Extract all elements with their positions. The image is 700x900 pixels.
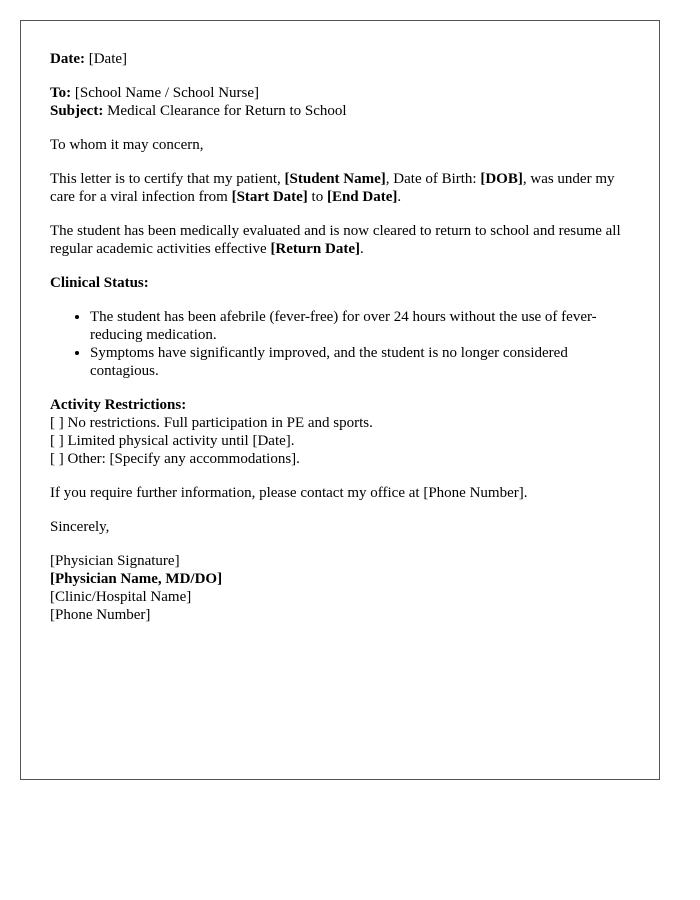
clinical-status-heading: Clinical Status: (50, 275, 149, 291)
letter-content (50, 50, 640, 624)
dob-placeholder: [DOB] (480, 171, 523, 187)
student-name-placeholder: [Student Name] (284, 171, 386, 187)
text-fragment: This letter is to certify that my patient, (50, 171, 285, 187)
physician-signature: [Physician Signature] (50, 553, 180, 569)
clinical-status-list (50, 308, 640, 380)
physician-name-text: [Physician Name, MD/DO] (50, 571, 223, 587)
clearance-paragraph (50, 222, 640, 258)
list-item: • Symptoms have significantly improved, and the student is no longer considered contagious. (90, 344, 640, 380)
text-fragment: . (397, 189, 402, 205)
letter-page (20, 20, 660, 780)
physician-name (50, 570, 640, 588)
subject-line (50, 102, 640, 120)
clinic-name: [Clinic/Hospital Name] (50, 589, 192, 605)
greeting: To whom it may concern, (50, 137, 204, 153)
phone-number: [Phone Number] (50, 607, 151, 623)
subject-value: Medical Clearance for Return to School (107, 103, 347, 119)
to-value: [School Name / School Nurse] (74, 85, 260, 101)
to-label: To: (50, 85, 72, 101)
closing: Sincerely, (50, 519, 110, 535)
text-fragment: . (360, 241, 364, 257)
date-label: Date: (50, 51, 85, 67)
restriction-option: [ ] Other: [Specify any accommodations]. (50, 451, 300, 467)
activity-restrictions-heading: Activity Restrictions: (50, 397, 187, 413)
restriction-option: [ ] Limited physical activity until [Date]. (50, 433, 295, 449)
text-fragment: to (307, 189, 327, 205)
date-line (50, 50, 640, 68)
text-fragment: , Date of Birth: (385, 171, 481, 187)
restriction-option: [ ] No restrictions. Full participation in PE and sports. (50, 415, 373, 431)
text-fragment: The student has been medically evaluated and is now cleared to return to school and resume all regular academic activities effective (50, 223, 621, 257)
subject-label: Subject: (50, 103, 104, 119)
return-date-placeholder: [Return Date] (270, 241, 360, 257)
date-value: [Date] (88, 51, 128, 67)
start-date-placeholder: [Start Date] (231, 189, 308, 205)
list-item: • The student has been afebrile (fever-free) for over 24 hours without the use of fever-reducing medication. (90, 308, 640, 344)
contact-paragraph: If you require further information, please contact my office at [Phone Number]. (50, 485, 528, 501)
end-date-placeholder: [End Date] (326, 189, 398, 205)
to-line (50, 84, 640, 102)
text-fragment: , was under my care for a viral infection from (50, 171, 615, 205)
certification-paragraph (50, 170, 640, 206)
